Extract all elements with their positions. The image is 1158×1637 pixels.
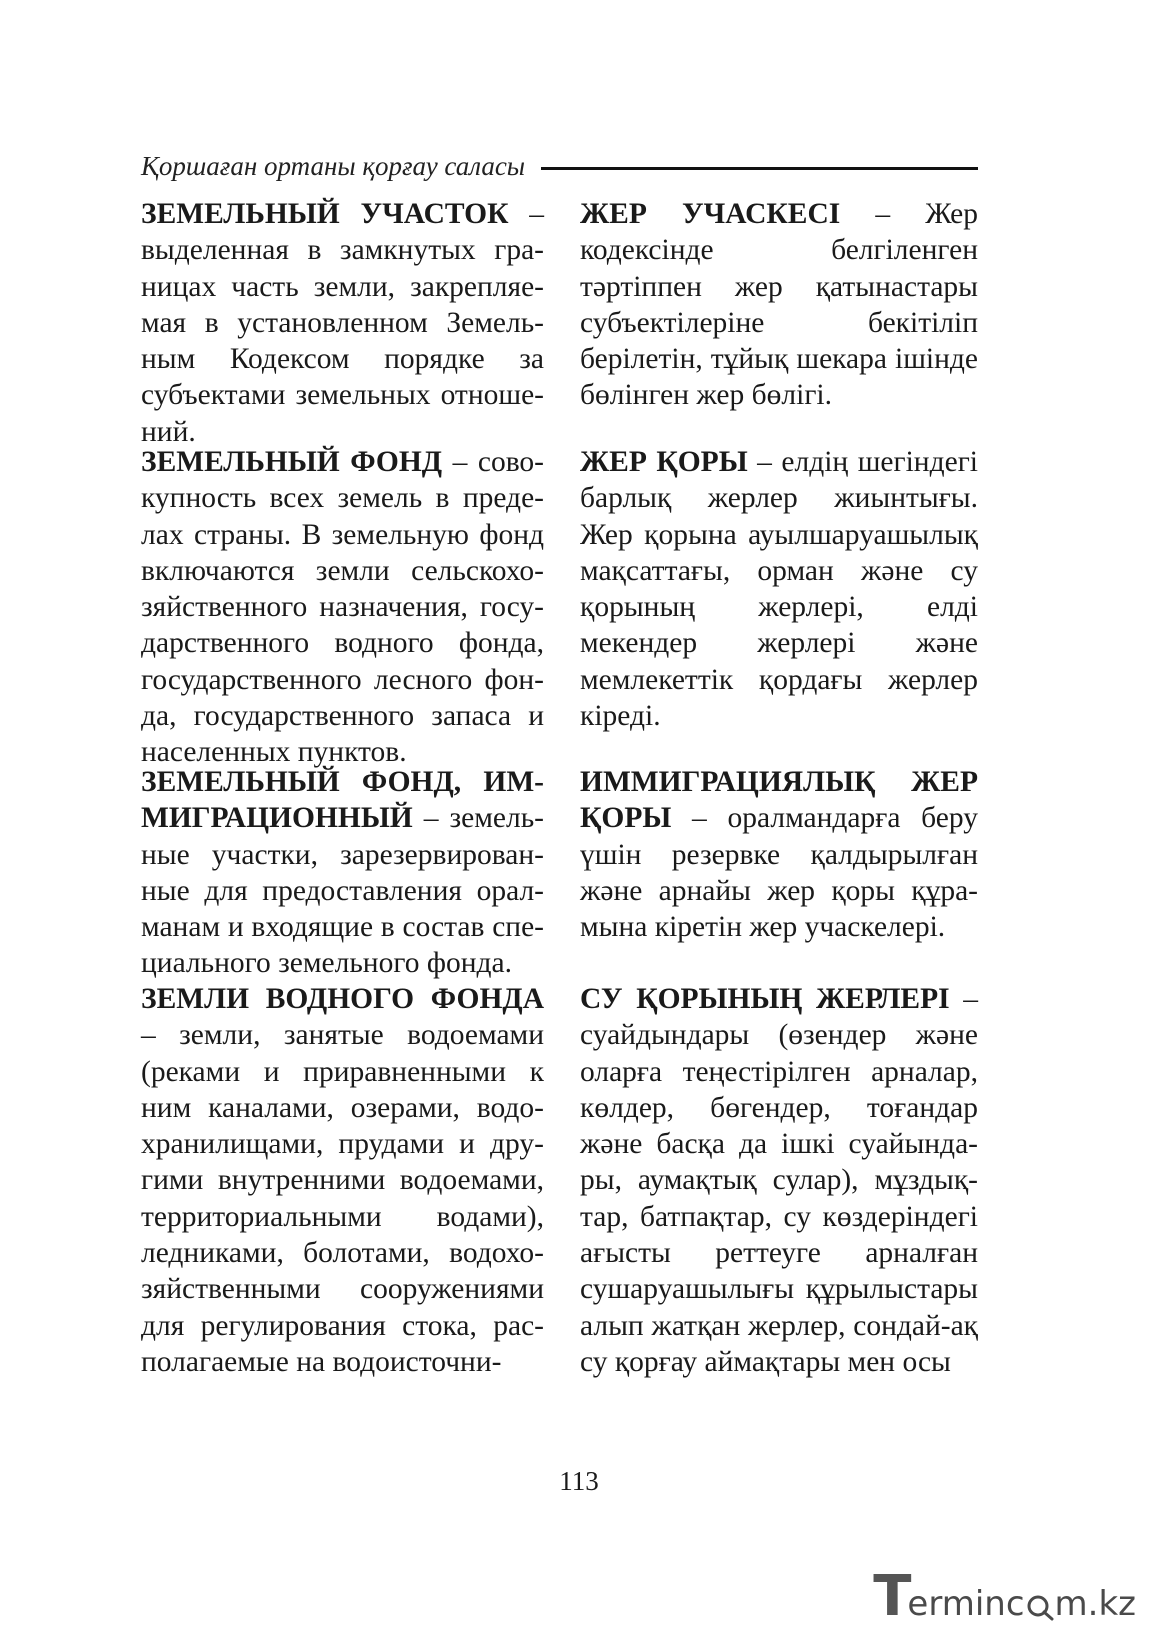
running-header	[141, 146, 978, 186]
entry-term: ЗЕМЛИ ВОДНОГО ФОНДА	[141, 983, 544, 1015]
entry-term: ЖЕР УЧАСКЕСІ	[580, 198, 841, 230]
header-rule	[541, 167, 978, 170]
entry-kk-2	[580, 444, 978, 734]
entry-ru-1	[141, 196, 544, 450]
entry-ru-2	[141, 444, 544, 771]
watermark-logo	[873, 1564, 1136, 1629]
entry-definition: – Жер кодексінде белгіленген тәртіппен жер қатынастары субъектілеріне бекітіліп берілетін, тұйық шекара ішінде бөлінген жер бөлігі.	[580, 198, 979, 412]
magnifier-icon	[1025, 1591, 1055, 1621]
watermark-text-b: m.kz	[1054, 1584, 1136, 1624]
entry-definition: – земельные участки, зарезервированные для предоставления оралманам и входящие в состав специального земельного фонда.	[141, 802, 544, 980]
header-title: Қоршаған ортаны қорғау саласы	[141, 150, 526, 181]
entry-definition: – оралмандарға беру үшін резервке қалдырылған және арнайы жер қоры құрамына кіретін жер учаскелері.	[580, 802, 978, 944]
entry-kk-3	[580, 764, 978, 945]
entry-definition: – суайдындары (өзендер және оларға теңестірілген арналар, көлдер, бөгендер, тоғандар және басқа да ішкі суайындары, аумақтық сулар), мұздықтар, батпақтар, су көздеріндегі ағысты реттеуге арналған сушаруашылығы құрылыстары алып жатқан жерлер, сондай-ақ су қорғау аймақтары мен осы	[580, 983, 978, 1378]
watermark-letter: T	[873, 1564, 908, 1629]
entry-kk-4	[580, 981, 978, 1380]
entry-kk-1	[580, 196, 978, 414]
entry-ru-3	[141, 764, 544, 982]
entry-term: ЗЕМЕЛЬНЫЙ ФОНД	[141, 446, 443, 478]
entry-ru-4	[141, 981, 544, 1380]
entry-term: ИММИГРАЦИЯЛЫҚ ЖЕР ҚОРЫ	[580, 766, 978, 835]
entry-term: СУ ҚОРЫНЫҢ ЖЕРЛЕРІ	[580, 983, 950, 1015]
entry-definition: – елдің шегіндегі барлық жерлер жиынтығы. Жер қорына ауылшаруашылық мақсаттағы, орман және су қорының жерлері, елді мекендер жерлері және мемлекеттік қордағы жерлер кіреді.	[580, 446, 978, 733]
entry-definition: – выделенная в замкнутых границах часть земли, закрепляемая в установленном Земельным Кодексом порядке за субъектами земельных отношений.	[141, 198, 544, 448]
entry-term: ЖЕР ҚОРЫ	[580, 446, 748, 478]
watermark-text-a: erminc	[907, 1584, 1025, 1624]
entry-definition: – земли, занятые водоемами (реками и приравненными к ним каналами, озерами, водохранилищами, прудами и другими внутренними водоемами, территориальными водами), ледниками, болотами, водохозяйственными сооружениями для регулирования стока, располагаемые на водоисточни-	[141, 1019, 544, 1378]
entry-term: ЗЕМЕЛЬНЫЙ ФОНД, ИММИГРАЦИОННЫЙ	[141, 766, 544, 835]
entry-definition: – совокупность всех земель в пределах страны. В земельную фонд включаются земли сельскохозяйственного назначения, государственного водного фонда, государственного лесного фонда, государственного запаса и населенных пунктов.	[141, 446, 544, 769]
entry-term: ЗЕМЕЛЬНЫЙ УЧАСТОК	[141, 198, 509, 230]
page-number: 113	[559, 1466, 599, 1496]
